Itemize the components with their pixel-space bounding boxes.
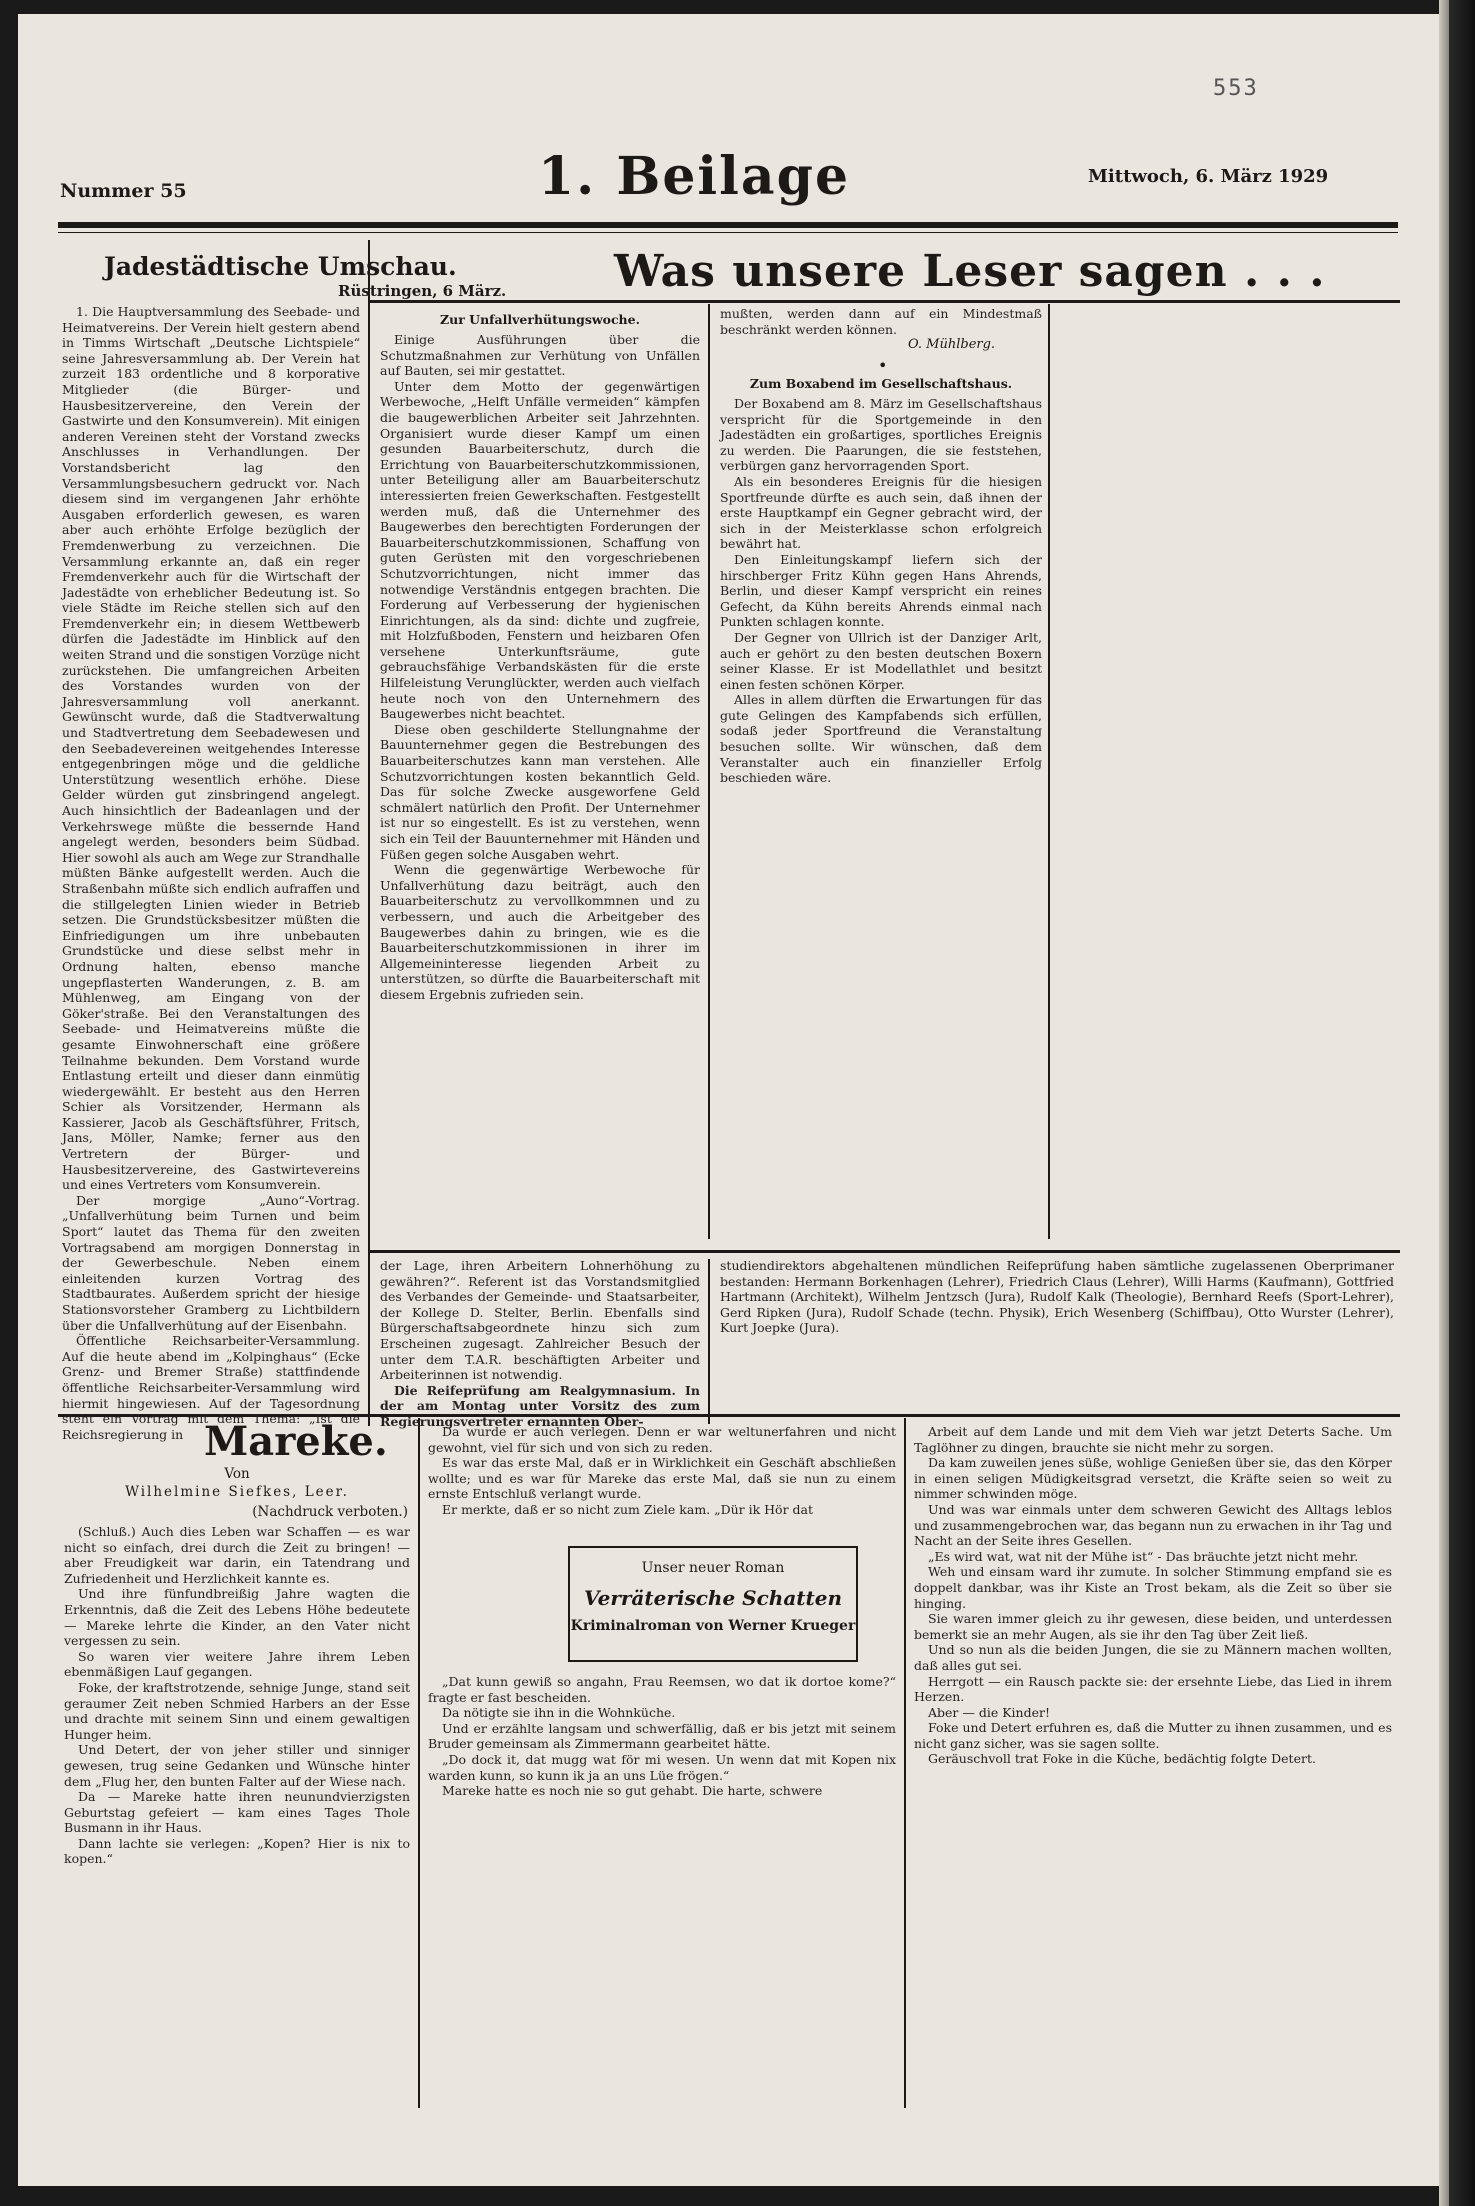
paragraph: Da kam zuweilen jenes süße, wohlige Genießen über sie, das den Körper in einen seligen Müdigkeitsgrad versetzt, die Kräfte seien so weit zu nimmer schwinden möge.	[914, 1455, 1392, 1502]
announcement-subtitle: Kriminalroman von Werner Krueger	[570, 1618, 856, 1634]
paragraph: Foke und Detert erfuhren es, daß die Mutter zu ihnen zusammen, und es nicht ganz sicher, was sie sagen sollte.	[914, 1720, 1392, 1751]
paragraph: „Es wird wat, wat nit der Mühe ist“ - Das bräuchte jetzt nicht mehr.	[928, 1548, 1359, 1564]
letter-text	[380, 332, 700, 1237]
paragraph: Er merkte, daß er so nicht zum Ziele kam. „Dür ik Hör dat	[442, 1501, 814, 1517]
reprint-notice: (Nachdruck verboten.)	[252, 1504, 408, 1520]
novel-text-col3	[914, 1424, 1392, 2104]
paragraph: Die Reifeprüfung am Realgymnasium. In der am Montag unter Vorsitz des zum Regierungsvertreter ernannten Ober-	[380, 1382, 700, 1429]
dateline: Rüstringen, 6 März.	[338, 282, 507, 300]
paragraph: studiendirektors abgehaltenen mündlichen Reifeprüfung haben sämtliche zugelassenen Oberprimaner bestanden: Hermann Borkenhagen (Lehrer), Friedrich Claus (Lehrer), Willi Harms (Kaufmann), Gottfried Hartmann (Architekt), Wilhelm Jentzsch (Jura), Rudolf Kalk (Theologie), Bernhard Reefs (Sport-Lehrer), Gerd Ripken (Jura), Rudolf Schade (techn. Physik), Erich Wesenberg (Schiffbau), Otto Wurster (Lehrer), Kurt Joepke (Jura).	[720, 1258, 1394, 1336]
novel-text-col1	[64, 1524, 410, 2104]
paragraph: Und er erzählte langsam und schwerfällig, daß er bis jetzt mit seinem Bruder gemeinsam als Zimmermann gearbeitet hätte.	[428, 1720, 896, 1752]
letter-signature: O. Mühlberg.	[908, 337, 996, 352]
header-rule	[58, 222, 1398, 228]
novel-author: Wilhelmine Siefkes, Leer.	[125, 1484, 349, 1500]
main-heading-rule	[370, 300, 1400, 303]
letters-subheading: Zur Unfallverhütungswoche.	[440, 312, 640, 327]
boxing-text	[720, 396, 1042, 1236]
boxing-subheading: Zum Boxabend im Gesellschaftshaus.	[749, 376, 1013, 391]
novel-by: Von	[224, 1466, 250, 1482]
paragraph: Es war das erste Mal, daß er in Wirklichkeit ein Geschäft abschließen wollte; und es war für Mareke das erste Mal, daß sie nun zu einem ernste Entschluß verlangt wurde.	[428, 1455, 896, 1502]
paragraph: Foke, der kraftstrotzende, sehnige Junge, stand seit geraumer Zeit neben Schmied Harbers an der Esse und drachte mit seinem Sinn und einem gewaltigen Hunger heim.	[64, 1679, 410, 1742]
paragraph: Arbeit auf dem Lande und mit dem Vieh war jetzt Deterts Sache. Um Taglöhner zu dingen, brauchte sie nicht mehr zu sorgen.	[914, 1424, 1392, 1455]
newspaper-page	[18, 14, 1450, 2186]
paragraph: Den Einleitungskampf liefern sich der hirschberger Fritz Kühn gegen Hans Ahrends, Berlin, und dieser Kampf verspricht ein reines Gefecht, da Kühn bereits Ahrends einmal nach Punkten schlagen konnte.	[720, 551, 1042, 630]
paragraph: Der Boxabend am 8. März im Gesellschaftshaus verspricht für die Sportgemeinde in den Jadestädten ein großartiges, sportliches Ereignis zu werden. Die Paarungen, die sie feststehen, verbürgen ganz hervorragenden Sport.	[720, 396, 1042, 474]
paragraph: So waren vier weitere Jahre ihrem Leben ebenmäßigen Lauf gegangen.	[64, 1648, 410, 1680]
letters-heading: Was unsere Leser sagen . . .	[614, 246, 1326, 297]
paragraph: Wenn die gegenwärtige Werbewoche für Unfallverhütung dazu beiträgt, auch den Bauarbeiterschutz zu vervollkommnen und zu verbessern, und auch die Arbeitgeber des Baugewerbes dahin zu bringen, wie es die Bauarbeiterschutzkommissionen in ihrer im Allgemeininteresse liegenden Arbeit zu unterstützen, so dürfte die Bauarbeiterschaft mit diesem Ergebnis zufrieden sein.	[380, 862, 700, 1002]
paragraph: Aber — die Kinder!	[928, 1704, 1051, 1720]
new-novel-announcement	[568, 1546, 858, 1662]
paragraph: Der Gegner von Ullrich ist der Danziger Arlt, auch er gehört zu den besten deutschen Boxern seiner Klasse. Er ist Modellathlet und besitzt einen festen schönen Körper.	[720, 629, 1042, 692]
paragraph: Alles in allem dürften die Erwartungen für das gute Gelingen des Kampfabends sich erfüllen, sodaß jeder Sportfreund die Veranstaltung besuchen sollte. Wir wünschen, daß dem Veranstalter auch ein finanzieller Erfolg beschieden wäre.	[720, 692, 1042, 786]
paragraph: Und so nun als die beiden Jungen, die sie zu Männern machen wollten, daß alles gut sei.	[914, 1642, 1392, 1673]
main-bottom-rule	[370, 1250, 1400, 1253]
book-binding	[1449, 0, 1475, 2206]
page-number: 553	[1213, 76, 1259, 101]
header-rule-thin	[58, 232, 1398, 233]
novel-text-col2-top	[428, 1424, 896, 1529]
paragraph: Und ihre fünfundbreißig Jahre wagten die Erkenntnis, daß die Zeit des Lebens Höhe bedeutete — Mareke lehrte die Kinder, an den Vater nicht vergessen zu sein.	[64, 1586, 410, 1649]
paragraph: Und was war einmals unter dem schweren Gewicht des Alltags leblos und zusammengebrochen war, das begann nun zu erwachen in ihr Tag und Nacht an der Seite ihres Gesellen.	[914, 1501, 1392, 1549]
paragraph: „Do dock it, dat mugg wat för mi wesen. Un wenn dat mit Kopen nix warden kunn, so kunn ik ja an uns Lüe frögen.“	[428, 1751, 896, 1783]
paragraph: Herrgott — ein Rausch packte sie: der ersehnte Liebe, das Lied in ihrem Herzen.	[914, 1673, 1392, 1705]
column-divider	[1048, 304, 1050, 1239]
paragraph: „Dat kunn gewiß so angahn, Frau Reemsen, wo dat ik dortoe kome?“ fragte er fast bescheiden.	[428, 1674, 896, 1705]
paragraph: der Lage, ihren Arbeitern Lohnerhöhung zu gewähren?“. Referent ist das Vorstandsmitglied des Verbandes der Gemeinde- und Staatsarbeiter, der Kollege D. Stelter, Berlin. Ebenfalls sind Bürgerschaftsabgeordnete hinzu sich zum Erscheinen zugesagt. Zahlreicher Besuch der unter dem T.A.R. beschäftigten Arbeiter und Arbeiterinnen ist notwendig.	[380, 1258, 700, 1383]
column-divider	[418, 1418, 420, 2108]
paragraph: Da — Mareke hatte ihren neunundvierzigsten Geburtstag gefeiert — kam eines Tages Thole Busmann in ihr Haus.	[64, 1789, 410, 1836]
paragraph: Mareke hatte es noch nie so gut gehabt. Die harte, schwere	[442, 1783, 823, 1799]
continued-text	[380, 1258, 700, 1429]
paragraph: Und Detert, der von jeher stiller und sinniger gewesen, trug seine Gedanken und Wünsche hinter dem „Flug her, den bunten Falter auf der Wiese nach.	[64, 1742, 410, 1789]
section-title: 1. Beilage	[538, 146, 851, 207]
novel-text-col2	[428, 1674, 896, 2104]
divider-ornament: •	[878, 356, 888, 375]
exam-results-text	[720, 1258, 1394, 1408]
issue-date: Mittwoch, 6. März 1929	[1088, 166, 1329, 187]
column-divider	[708, 1259, 710, 1424]
column-divider	[708, 304, 710, 1239]
issue-number: Nummer 55	[60, 180, 187, 202]
paragraph: Diese oben geschilderte Stellungnahme der Bauunternehmer gegen die Bestrebungen des Bauarbeiterschutzes kann man verstehen. Alle Schutzvorrichtungen kosten bekanntlich Geld. Das für solche Zwecke ausgeworfene Geld schmälert natürlich den Profit. Der Unternehmer ist nur so eingestellt. Es ist zu verstehen, wenn sich ein Teil der Bauunternehmer mit Händen und Füßen gegen solche Ausgaben wehrt.	[380, 721, 700, 862]
paragraph: Dann lachte sie verlegen: „Kopen? Hier is nix to kopen.“	[64, 1835, 410, 1867]
paragraph: Sie waren immer gleich zu ihr gewesen, diese beiden, und unterdessen bemerkt sie an mehr Augen, als sie ihr den Tag über Zeit ließ.	[914, 1611, 1392, 1642]
paragraph: Unter dem Motto der gegenwärtigen Werbewoche, „Helft Unfälle vermeiden“ kämpfen die baugewerblichen Arbeiter seit Jahrzehnten. Organisiert wurde dieser Kampf um einen gesunden Bauarbeiterschutz, durch die Errichtung von Bauarbeiterschutzkommissionen, unter Beteiligung aller am Bauarbeiterschutz interessierten freien Gewerkschaften. Festgestellt werden muß, daß die Unternehmer des Baugewerbes den berechtigten Forderungen der Bauarbeiterschutzkommissionen, Schaffung von guten Gerüsten mit den vorgeschriebenen Schutzvorrichtungen, nicht immer das notwendige Verständnis entgegen brachten. Die Forderung auf Verbesserung der hygienischen Einrichtungen, als da sind: dichte und zugfreie, mit Holzfußboden, Fenstern und heizbaren Ofen versehene Unterkunftsräume, gute gebrauchsfähige Verbandskästen für die erste Hilfeleistung Verunglückter, werden auch vielfach heute noch von den Unternehmern des Baugewerbes nicht beachtet.	[380, 378, 700, 722]
paragraph: Öffentliche Reichsarbeiter-Versammlung. Auf die heute abend im „Kolpinghaus“ (Ecke Grenz- und Bremer Straße) stattfindende öffentliche Reichsarbeiter-Versammlung wird hiermit hingewiesen. Auf der Tagesordnung steht ein Vortrag mit dem Thema: „Ist die Reichsregierung in	[62, 1333, 360, 1442]
letter-continuation	[720, 306, 1042, 337]
column-divider	[904, 1418, 906, 2108]
paragraph: Als ein besonderes Ereignis für die hiesigen Sportfreunde dürfte es auch sein, daß ihnen der erste Hauptkampf ein Gegner gebracht wird, der sich in der Meisterklasse schon erfolgreich bewährt hat.	[720, 473, 1042, 552]
local-news-heading: Jadestädtische Umschau.	[104, 252, 457, 281]
paragraph: Einige Ausführungen über die Schutzmaßnahmen zur Verhütung von Unfällen auf Bauten, sei mir gestattet.	[380, 332, 700, 379]
local-news-text	[62, 304, 360, 1442]
paragraph: Da nötigte sie ihn in die Wohnküche.	[442, 1705, 676, 1721]
page-spine	[1439, 0, 1449, 2206]
column-divider	[368, 240, 370, 1426]
paragraph: Weh und einsam ward ihr zumute. In solcher Stimmung empfand sie es doppelt dankbar, was ihr Kiste an Trost bekam, als die Zeit so über sie hinging.	[914, 1564, 1392, 1611]
paragraph: 1. Die Hauptversammlung des Seebade- und Heimatvereins. Der Verein hielt gestern abend in Timms Wirtschaft „Deutsche Lichtspiele“ seine Jahresversammlung ab. Der Verein hat zurzeit 183 ordentliche und 8 korporative Mitglieder (die Bürger- und Hausbesitzervereine, den Verein der Gastwirte und den Konsumverein). Mit einigen anderen Vereinen steht der Vorstand zwecks Anschlusses in Verhandlungen. Der Vorstandsbericht lag den Versammlungsbesuchern gedruckt vor. Nach diesem sind im vergangenen Jahr erhöhte Ausgaben erforderlich gewesen, es waren aber auch erhöhte Erfolge bezüglich der Fremdenwerbung zu verzeichnen. Die Versammlung erkannte an, daß ein reger Fremdenverkehr auch für die Wirtschaft der Jadestädte von erheblicher Bedeutung ist. So viele Städte im Reiche stellen sich auf den Fremdenverkehr ein; in diesem Wettbewerb dürfen die Jadestädte im Hinblick auf den weiten Strand und die sonstigen Vorzüge nicht zurückstehen. Die umfangreichen Arbeiten des Vorstandes wurden von der Jahresversammlung voll anerkannt. Gewünscht wurde, daß die Stadtverwaltung und Stadtvertretung dem Seebadewesen und den Seebadevereinen weitgehendes Interesse entgegenbringen möge und die geldliche Unterstützung wesentlich erhöhe. Diese Gelder würden gut zinsbringend angelegt. Auch hinsichtlich der Badeanlagen und der Verkehrswege müßte die bessernde Hand angelegt werden, besonders beim Südbad. Hier sowohl als auch am Wege zur Strandhalle müßten Bänke aufgestellt werden. Auch die Straßenbahn müßte sich endlich aufraffen und die stillgelegten Linien wieder in Betrieb setzen. Die Grundstücksbesitzer müßten die Einfriedigungen um ihre unbebauten Grundstücke und diese selbst mehr in Ordnung halten, ebenso manche ungepflasterten Wanderungen, z. B. am Mühlenweg, am Eingang von der Göker'straße. Bei den Veranstaltungen des Seebade- und Heimatvereins müßte die gesamte Einwohnerschaft eine größere Teilnahme bekunden. Dem Vorstand wurde Entlastung erteilt und dieser dann einmütig wiedergewählt. Er besteht aus den Herren Schier als Vorsitzender, Hermann als Kassierer, Jacob als Geschäftsführer, Fritsch, Jans, Möller, Namke; ferner aus den Vertretern der Bürger- und Hausbesitzervereine, des Gastwirtevereins und eines Vertreters vom Konsumverein.	[62, 304, 360, 1193]
paragraph: mußten, werden dann auf ein Mindestmaß beschränkt werden können.	[720, 306, 1042, 337]
paragraph: Der morgige „Auno“-Vortrag. „Unfallverhütung beim Turnen und beim Sport“ lautet das Thema für den zweiten Vortragsabend am morgigen Donnerstag in der Gewerbeschule. Neben einem einleitenden kurzen Vortrag des Stadtbaurates. Außerdem spricht der hiesige Stationsvorsteher Gramberg zu Lichtbildern über die Unfallverhütung auf der Eisenbahn.	[62, 1192, 360, 1333]
announcement-kicker: Unser neuer Roman	[641, 1560, 785, 1576]
paragraph: Geräuschvoll trat Foke in die Küche, bedächtig folgte Detert.	[928, 1751, 1316, 1767]
paragraph: (Schluß.) Auch dies Leben war Schaffen — es war nicht so einfach, drei durch die Zeit zu bringen! — aber Freudigkeit war darin, ein Tatendrang und Zufriedenheit und Herzlichkeit kannte es.	[64, 1524, 410, 1586]
novel-title: Mareke.	[204, 1418, 388, 1465]
paragraph: Da wurde er auch verlegen. Denn er war weltunerfahren und nicht gewohnt, viel für sich und von sich zu reden.	[428, 1424, 896, 1455]
announcement-title: Verräterische Schatten	[583, 1586, 843, 1610]
